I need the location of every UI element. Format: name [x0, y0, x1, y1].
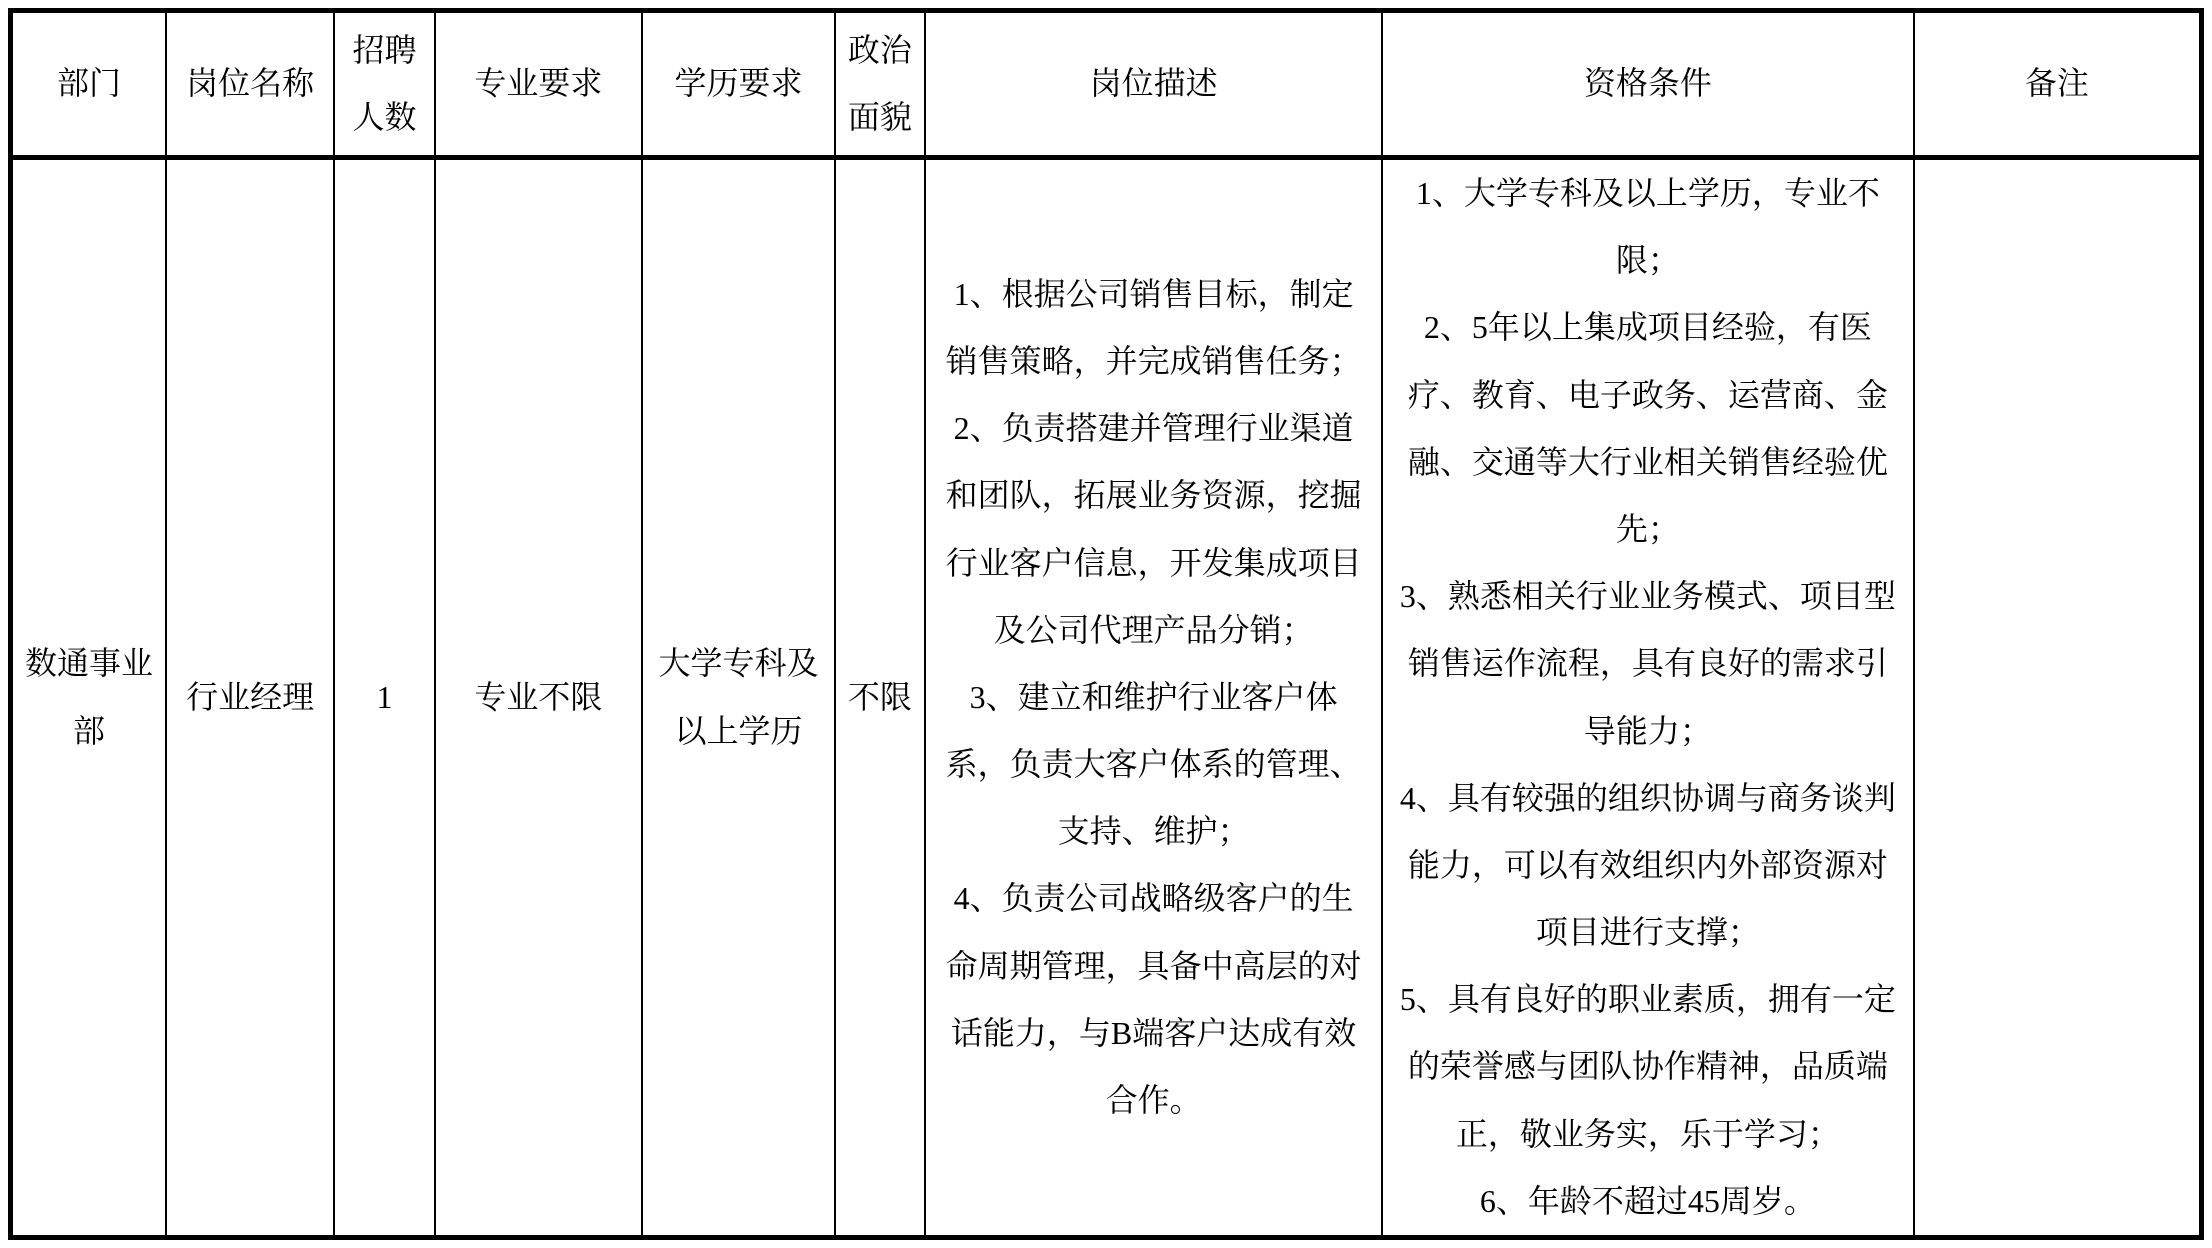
cell-qualifications [1382, 158, 1913, 1238]
paragraph: 4、具有较强的组织协调与商务谈判能力，可以有效组织内外部资源对项目进行支撑； [1399, 779, 1896, 951]
header-department: 部门 [11, 11, 166, 158]
header-major: 专业要求 [435, 11, 643, 158]
header-notes: 备注 [1914, 11, 2202, 158]
cell-major: 专业不限 [435, 158, 643, 1238]
paragraph: 2、负责搭建并管理行业渠道和团队，拓展业务资源，挖掘行业客户信息，开发集成项目及公司代理产品分销； [945, 410, 1362, 648]
paragraph: 1、大学专科及以上学历，专业不限； [1415, 175, 1880, 279]
header-political: 政治面貌 [835, 11, 925, 158]
cell-department: 数通事业部 [11, 158, 166, 1238]
header-position: 岗位名称 [166, 11, 334, 158]
paragraph: 3、熟悉相关行业业务模式、项目型销售运作流程，具有良好的需求引导能力； [1399, 578, 1896, 749]
paragraph: 1、根据公司销售目标，制定销售策略，并完成销售任务； [945, 275, 1362, 379]
paragraph: 2、5年以上集成项目经验，有医疗、教育、电子政务、运营商、金融、交通等大行业相关销售经验优先； [1407, 309, 1888, 547]
cell-description [925, 158, 1382, 1238]
cell-position: 行业经理 [166, 158, 334, 1238]
header-qualifications: 资格条件 [1382, 11, 1913, 158]
cell-political: 不限 [835, 158, 925, 1238]
header-description: 岗位描述 [925, 11, 1382, 158]
cell-education: 大学专科及以上学历 [642, 158, 835, 1238]
table-header-row [11, 11, 2202, 158]
cell-notes [1914, 158, 2202, 1238]
paragraph: 6、年龄不超过45周岁。 [1479, 1182, 1816, 1219]
paragraph: 3、建立和维护行业客户体系，负责大客户体系的管理、支持、维护； [945, 678, 1362, 850]
table-row [11, 158, 2202, 1238]
header-headcount: 招聘人数 [334, 11, 434, 158]
recruitment-table [8, 8, 2204, 1240]
header-education: 学历要求 [642, 11, 835, 158]
paragraph: 5、具有良好的职业素质，拥有一定的荣誉感与团队协作精神，品质端正，敬业务实，乐于学习； [1399, 981, 1896, 1152]
cell-headcount: 1 [334, 158, 434, 1238]
paragraph: 4、负责公司战略级客户的生命周期管理，具备中高层的对话能力，与B端客户达成有效合作。 [945, 880, 1362, 1119]
